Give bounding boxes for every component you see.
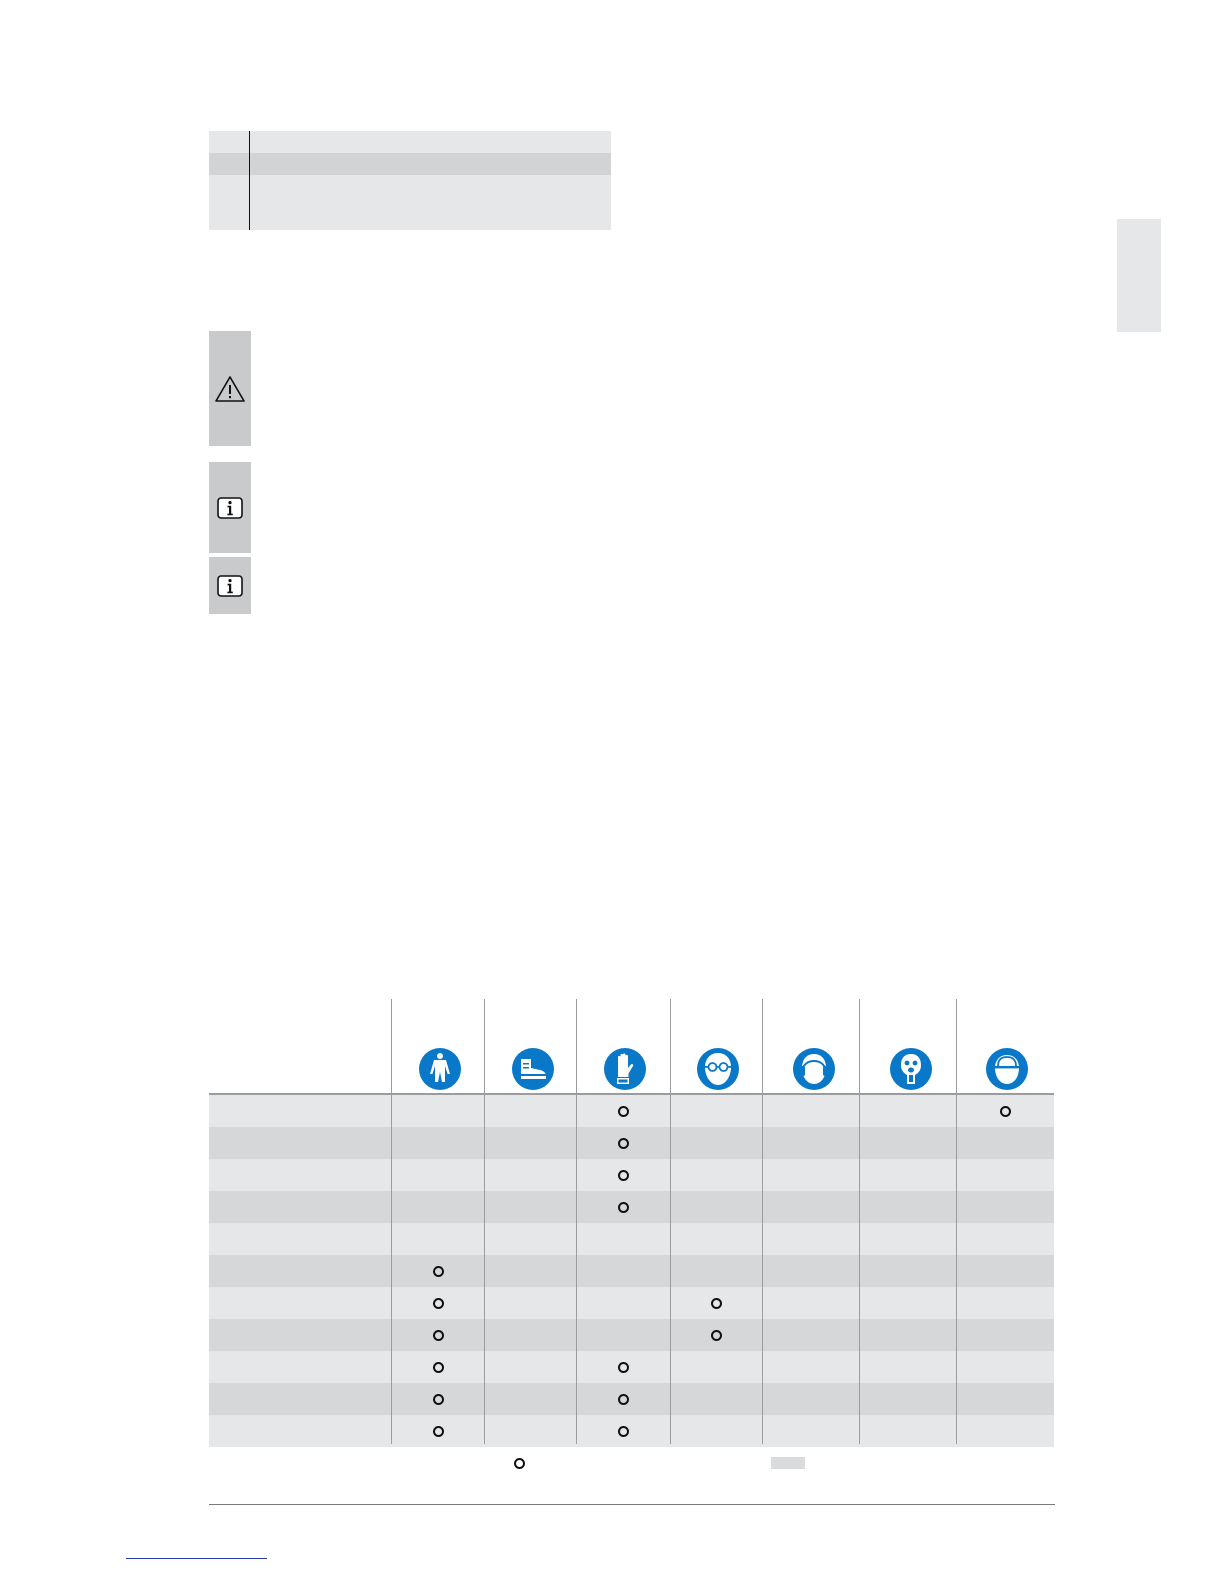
required-mark-icon <box>433 1298 444 1309</box>
info-notice-bar <box>209 557 251 614</box>
required-mark-icon <box>711 1330 722 1341</box>
required-mark-icon <box>618 1138 629 1149</box>
table-row <box>209 1351 1054 1383</box>
table-row <box>209 1415 1054 1447</box>
required-mark-icon <box>433 1362 444 1373</box>
required-mark-icon <box>433 1330 444 1341</box>
required-mark-icon <box>1000 1106 1011 1117</box>
info-icon <box>217 497 243 519</box>
table-row <box>209 1287 1054 1319</box>
info-notice-bar <box>209 462 251 553</box>
table-row <box>209 175 611 230</box>
required-mark-icon <box>618 1202 629 1213</box>
table-row <box>209 1191 1054 1223</box>
column-divider <box>391 999 392 1444</box>
table-row <box>209 1159 1054 1191</box>
footer-link-underline[interactable] <box>126 1558 267 1559</box>
table-row <box>209 131 611 153</box>
hard-hat-icon <box>986 1048 1028 1090</box>
column-divider <box>670 999 671 1444</box>
required-mark-icon <box>618 1426 629 1437</box>
gray-swatch <box>771 1457 805 1469</box>
required-mark-icon <box>711 1298 722 1309</box>
footer-rule <box>209 1504 1055 1505</box>
circle-mark-icon <box>514 1458 525 1469</box>
respirator-mask-icon <box>890 1048 932 1090</box>
required-mark-icon <box>618 1170 629 1181</box>
warning-icon <box>214 375 246 403</box>
ppe-table <box>209 999 1054 1444</box>
column-divider <box>859 999 860 1444</box>
required-mark-icon <box>433 1266 444 1277</box>
table-row <box>209 1127 1054 1159</box>
chapter-tab <box>1117 219 1161 332</box>
warning-notice-bar <box>209 331 251 446</box>
required-mark-icon <box>618 1362 629 1373</box>
header-rule <box>209 1093 1054 1095</box>
protective-gloves-icon <box>604 1048 646 1090</box>
top-summary-table <box>209 131 611 230</box>
table-row <box>209 153 611 175</box>
table-row <box>209 1383 1054 1415</box>
column-divider <box>249 131 250 230</box>
table-row <box>209 1095 1054 1127</box>
table-row <box>209 1223 1054 1255</box>
column-divider <box>956 999 957 1444</box>
ear-protection-icon <box>793 1048 835 1090</box>
protective-clothing-icon <box>419 1048 461 1090</box>
column-divider <box>576 999 577 1444</box>
required-mark-icon <box>433 1394 444 1405</box>
required-mark-icon <box>618 1394 629 1405</box>
column-divider <box>484 999 485 1444</box>
safety-boots-icon <box>512 1048 554 1090</box>
required-mark-icon <box>618 1106 629 1117</box>
table-row <box>209 1319 1054 1351</box>
info-icon <box>217 575 243 597</box>
required-mark-icon <box>433 1426 444 1437</box>
column-divider <box>762 999 763 1444</box>
safety-goggles-icon <box>697 1048 739 1090</box>
table-row <box>209 1255 1054 1287</box>
